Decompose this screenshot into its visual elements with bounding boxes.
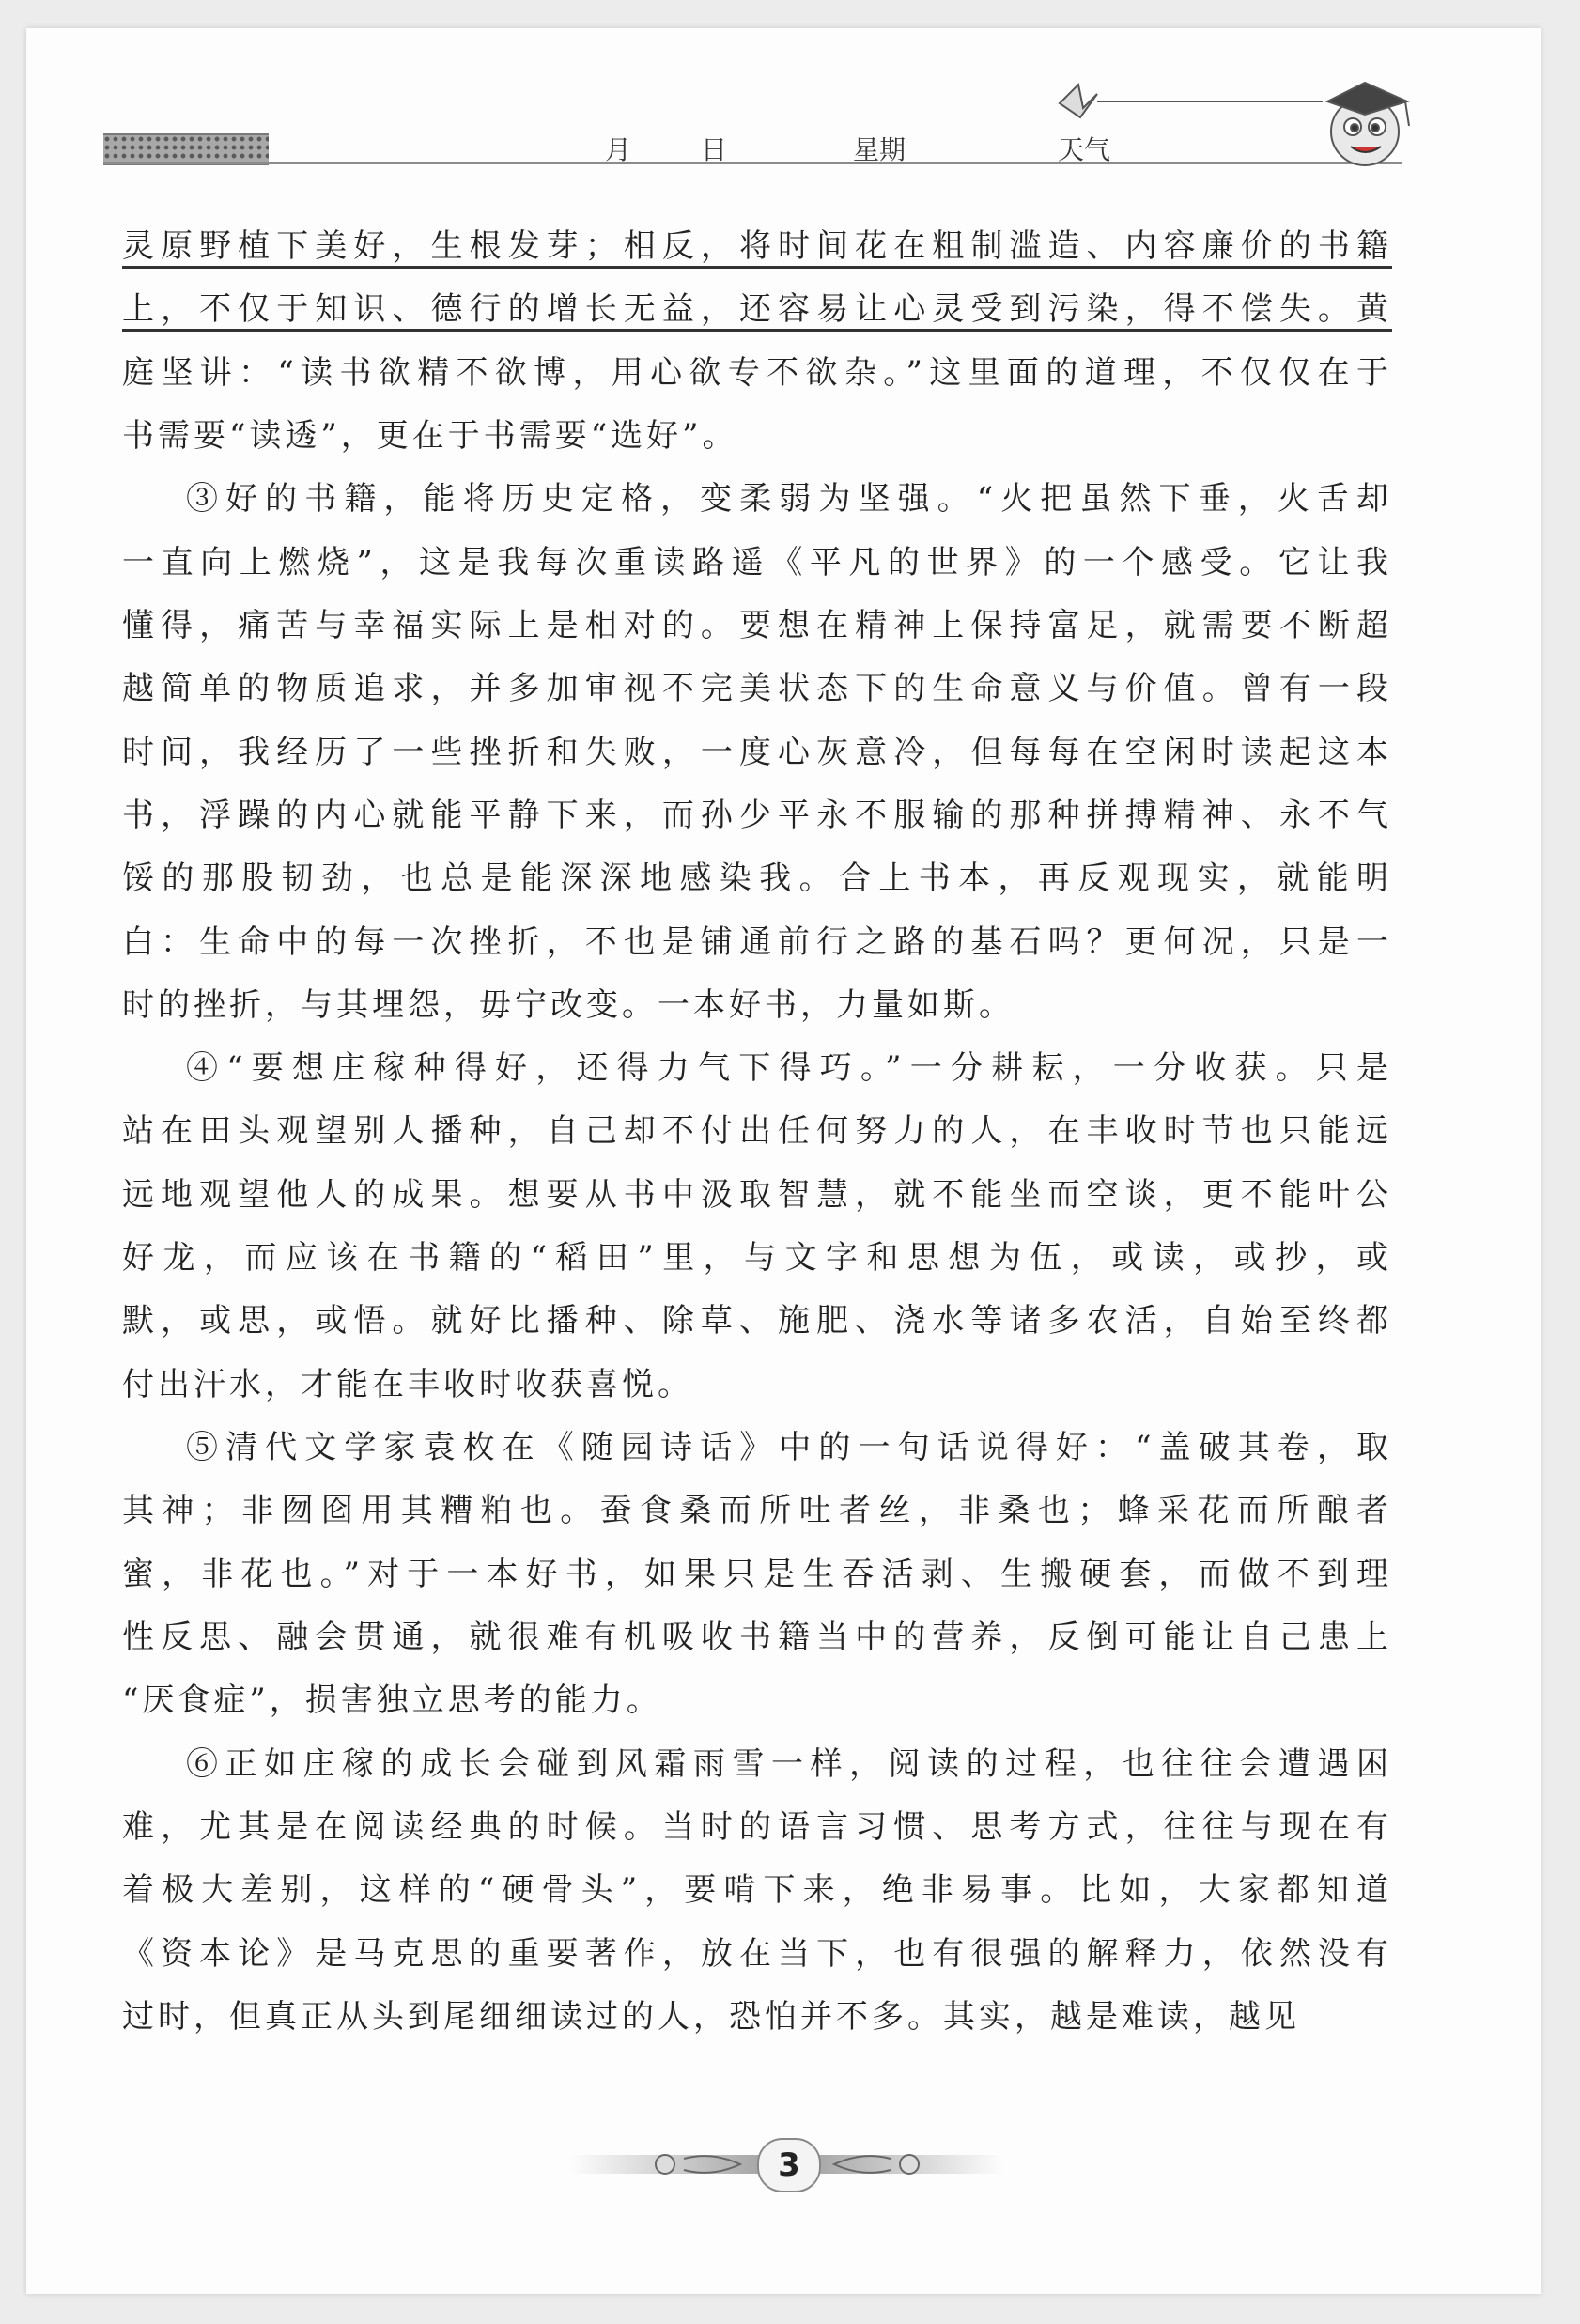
text-line: 馁的那股韧劲，也总是能深深地感染我。合上书本，再反观现实，就能明 [122,860,1392,897]
text-line: 《资本论》是马克思的重要著作，放在当下，也有很强的解释力，依然没有 [122,1935,1392,1973]
text-line: 时的挫折，与其埋怨，毋宁改变。一本好书，力量如斯。 [122,986,1015,1024]
text-line: 越简单的物质追求，并多加审视不完美状态下的生命意义与价值。曾有一段 [122,670,1392,707]
weekday-label: 星期 [853,134,906,165]
text-line: 付出汗水，才能在丰收时收获喜悦。 [122,1366,693,1403]
text-line: 上，不仅于知识、德行的增长无益，还容易让心灵受到污染，得不偿失。黄 [122,290,1392,328]
text-line: ⑤清代文学家袁枚在《随园诗话》中的一句话说得好：“盖破其卷，取 [186,1429,1392,1466]
article-body [26,28,1541,2294]
text-line: 难，尤其是在阅读经典的时候。当时的语言习惯、思考方式，往往与现在有 [122,1808,1392,1846]
text-line: 性反思、融会贯通，就很难有机吸收书籍当中的营养，反倒可能让自己患上 [122,1619,1392,1656]
text-line: 默，或思，或悟。就好比播种、除草、施肥、浇水等诸多农活，自始至终都 [122,1302,1392,1340]
text-line: 书，浮躁的内心就能平静下来，而孙少平永不服输的那种拼搏精神、永不气 [122,797,1392,834]
text-line: 懂得，痛苦与幸福实际上是相对的。要想在精神上保持富足，就需要不断超 [122,607,1392,644]
text-line: ⑥正如庄稼的成长会碰到风霜雨雪一样，阅读的过程，也往往会遭遇困 [186,1745,1392,1783]
text-line: 书需要“读透”，更在于书需要“选好”。 [122,417,738,455]
page-footer [552,2132,1022,2198]
page [26,28,1541,2294]
text-line: 好龙，而应该在书籍的“稻田”里，与文字和思想为伍，或读，或抄，或 [122,1239,1392,1277]
text-line: 白：生命中的每一次挫折，不也是铺通前行之路的基石吗？更何况，只是一 [122,923,1392,961]
text-line: 庭坚讲：“读书欲精不欲博，用心欲专不欲杂。”这里面的道理，不仅仅在于 [122,354,1392,392]
text-line: 灵原野植下美好，生根发芽；相反，将时间花在粗制滥造、内容廉价的书籍 [122,227,1392,265]
text-line: 时间，我经历了一些挫折和失败，一度心灰意冷，但每每在空闲时读起这本 [122,734,1392,771]
text-line: 站在田头观望别人播种，自己却不付出任何努力的人，在丰收时节也只能远 [122,1112,1392,1150]
month-label: 月 [605,134,632,165]
text-line: ③好的书籍，能将历史定格，变柔弱为坚强。“火把虽然下垂，火舌却 [186,480,1392,518]
text-line: “厌食症”，损害独立思考的能力。 [122,1681,662,1719]
text-line: 过时，但真正从头到尾细细读过的人，恐怕并不多。其实，越是难读，越见 [122,1998,1300,2036]
day-label: 日 [701,134,728,165]
text-line: 远地观望他人的成果。想要从书中汲取智慧，就不能坐而空谈，更不能叶公 [122,1176,1392,1214]
weather-label: 天气 [1058,134,1111,165]
text-line: 着极大差别，这样的“硬骨头”，要啃下来，绝非易事。比如，大家都知道 [122,1871,1392,1909]
page-number: 3 [757,2138,821,2192]
text-line: ④“要想庄稼种得好，还得力气下得巧。”一分耕耘，一分收获。只是 [186,1049,1392,1087]
text-line: 蜜，非花也。”对于一本好书，如果只是生吞活剥、生搬硬套，而做不到理 [122,1556,1392,1593]
text-line: 一直向上燃烧”，这是我每次重读路遥《平凡的世界》的一个感受。它让我 [122,544,1392,581]
text-line: 其神；非囫囵用其糟粕也。蚕食桑而所吐者丝，非桑也；蜂采花而所酿者 [122,1492,1392,1529]
